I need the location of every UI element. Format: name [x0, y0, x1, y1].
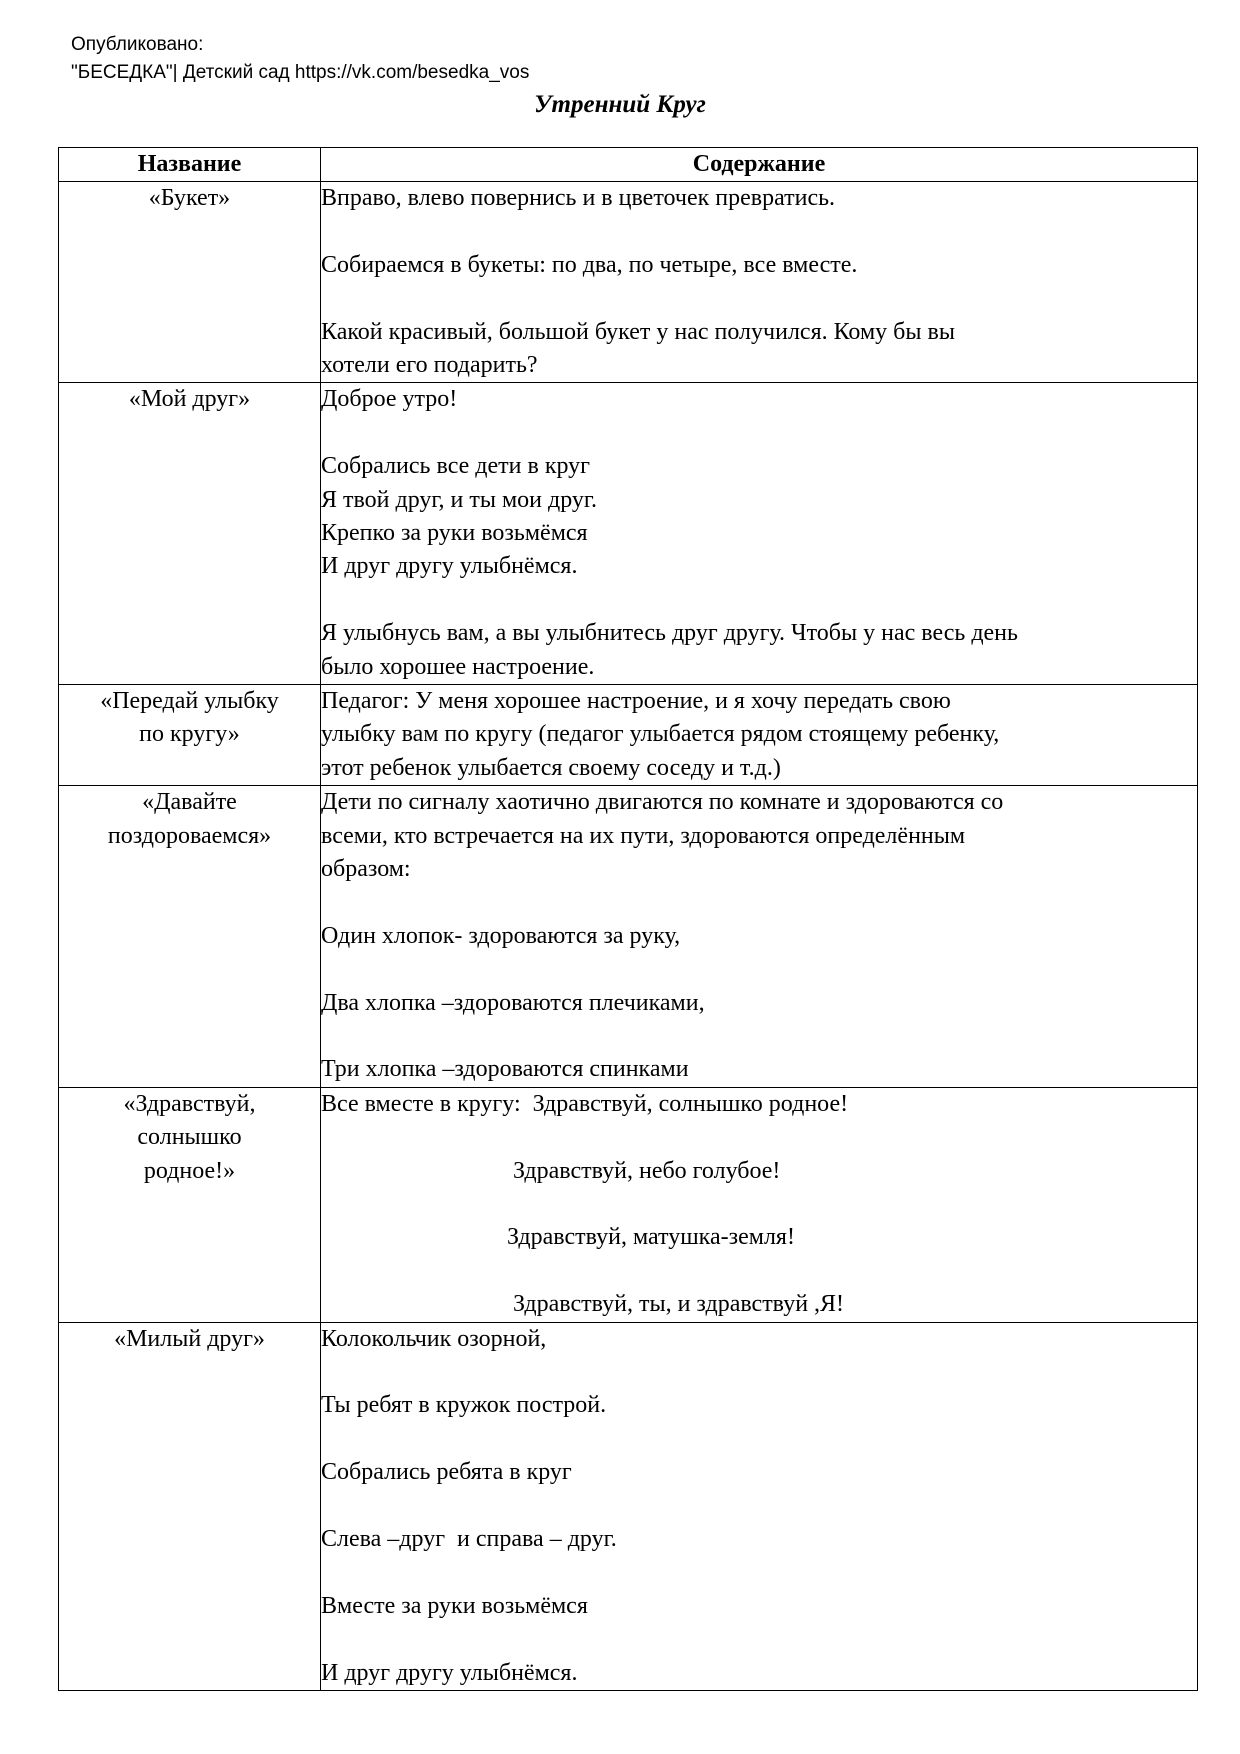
activity-name-line: родное!»: [143, 1157, 236, 1184]
content-line: Один хлопок- здороваются за руку,: [321, 922, 681, 949]
blank-line: [321, 1255, 1197, 1288]
content-line: Вправо, влево повернись и в цветочек превратись.: [321, 185, 836, 211]
content-line: улыбку вам по кругу (педагог улыбается рядом стоящему ребенку,: [321, 721, 1000, 748]
activity-content-cell: [321, 1087, 1198, 1322]
content-line: Два хлопка –здороваются плечиками,: [321, 989, 705, 1016]
activity-name-line: «Букет»: [148, 185, 231, 211]
activity-name-line: «Здравствуй,: [123, 1090, 256, 1117]
activity-name-cell: [59, 685, 321, 786]
content-line: Собрались ребята в круг: [321, 1459, 572, 1486]
content-line: Все вместе в кругу: Здравствуй, солнышко родное!: [321, 1090, 849, 1117]
content-line: Колокольчик озорной,: [321, 1325, 547, 1352]
content-line: Здравствуй, небо голубое!: [321, 1157, 781, 1184]
activity-name-line: «Мой друг»: [128, 386, 251, 413]
table-row: [59, 182, 1198, 383]
content-line: образом:: [321, 856, 411, 883]
content-line: Слева –друг и справа – друг.: [321, 1526, 617, 1553]
activity-content-cell: [321, 786, 1198, 1088]
activity-name-cell: [59, 1087, 321, 1322]
table-row: [59, 786, 1198, 1088]
content-line: Крепко за руки возьмёмся: [321, 520, 588, 547]
content-line: Здравствуй, ты, и здравствуй ,Я!: [321, 1291, 845, 1318]
content-line: было хорошее настроение.: [321, 653, 595, 680]
morning-circle-table: [58, 147, 1198, 1691]
table-header-row: [59, 148, 1198, 182]
content-line: Собираемся в букеты: по два, по четыре, все вместе.: [321, 251, 858, 278]
document-title: Утренний Круг: [534, 91, 706, 118]
content-line: Педагог: У меня хорошее настроение, и я хочу передать свою: [321, 688, 951, 715]
activity-name-line: поздороваемся»: [107, 822, 272, 849]
content-line: Ты ребят в кружок построй.: [321, 1392, 607, 1419]
activity-content-cell: [321, 685, 1198, 786]
blank-line: [321, 1556, 1197, 1589]
activity-content-cell: [321, 182, 1198, 383]
table-row: [59, 383, 1198, 685]
publication-note: [71, 31, 529, 87]
content-line: этот ребенок улыбается своему соседу и т.д.): [321, 754, 781, 781]
blank-line: [321, 1490, 1197, 1523]
activity-name-line: «Милый друг»: [114, 1325, 265, 1352]
blank-line: [321, 584, 1197, 617]
column-header-content: Содержание: [321, 148, 1198, 182]
blank-line: [321, 953, 1197, 986]
blank-line: [321, 1423, 1197, 1456]
blank-line: [321, 886, 1197, 919]
content-line: Три хлопка –здороваются спинками: [321, 1056, 689, 1083]
activity-name-line: солнышко: [137, 1124, 242, 1151]
content-line: хотели его подарить?: [321, 352, 538, 378]
content-line: И друг другу улыбнёмся.: [321, 553, 578, 580]
activity-name-line: «Передай улыбку: [100, 688, 279, 715]
source-line: "БЕСЕДКА"| Детский сад https://vk.com/besedka_vos: [71, 62, 530, 83]
content-line: Собрались все дети в круг: [321, 453, 591, 480]
table-body: [59, 182, 1198, 1691]
content-line: Доброе утро!: [321, 386, 458, 413]
activity-content-cell: [321, 1322, 1198, 1690]
column-header-name: Название: [59, 148, 321, 182]
table-row: [59, 1322, 1198, 1690]
activity-name-line: по кругу»: [139, 721, 240, 748]
activity-name-cell: [59, 786, 321, 1088]
blank-line: [321, 1623, 1197, 1656]
content-line: Здравствуй, матушка-земля!: [321, 1224, 795, 1251]
content-line: Я твой друг, и ты мои друг.: [321, 486, 598, 513]
blank-line: [321, 215, 1197, 248]
blank-line: [321, 417, 1197, 450]
content-line: Вместе за руки возьмёмся: [321, 1592, 588, 1619]
activity-name-line: «Давайте: [142, 789, 237, 816]
blank-line: [321, 1356, 1197, 1389]
activity-name-cell: [59, 1322, 321, 1690]
published-label: Опубликовано:: [71, 34, 204, 55]
table-row: [59, 1087, 1198, 1322]
content-line: всеми, кто встречается на их пути, здороваются определённым: [321, 822, 966, 849]
blank-line: [321, 282, 1197, 315]
blank-line: [321, 1188, 1197, 1221]
blank-line: [321, 1020, 1197, 1053]
content-line: Дети по сигналу хаотично двигаются по комнате и здороваются со: [321, 789, 1004, 816]
activity-name-cell: [59, 182, 321, 383]
content-line: Какой красивый, большой букет у нас получился. Кому бы вы: [321, 318, 955, 345]
activity-content-cell: [321, 383, 1198, 685]
content-line: И друг другу улыбнёмся.: [321, 1659, 578, 1686]
content-line: Я улыбнусь вам, а вы улыбнитесь друг другу. Чтобы у нас весь день: [321, 620, 1018, 647]
table-row: [59, 685, 1198, 786]
activity-name-cell: [59, 383, 321, 685]
blank-line: [321, 1121, 1197, 1154]
